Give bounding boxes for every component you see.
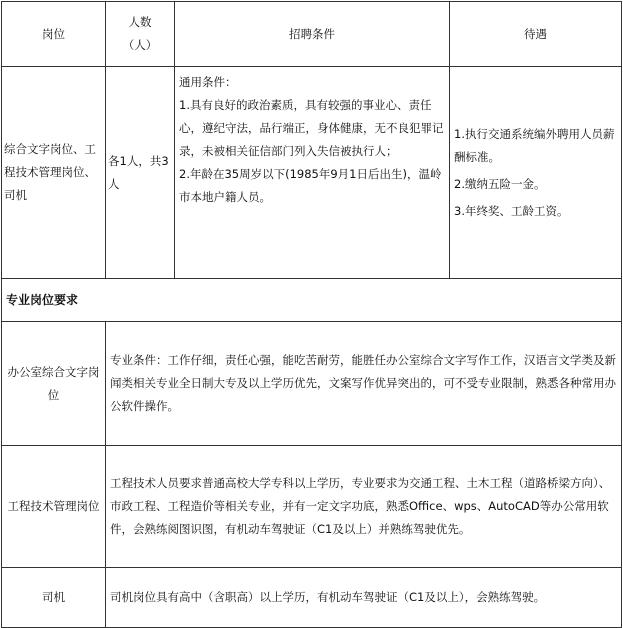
main-conditions: [175, 67, 450, 279]
header-count-line1: 人数: [128, 15, 152, 29]
condition-line: 1.具有良好的政治素质，具有较强的事业心、责任心，遵纪守法，品行端正，身体健康，无不良犯罪记录，未被相关征信部门列入失信被执行人；: [179, 98, 444, 158]
main-benefits: [450, 67, 622, 279]
header-row: [2, 2, 622, 67]
section-row: [2, 279, 622, 322]
requirement-position: 工程技术管理岗位: [2, 446, 106, 568]
requirement-position: 办公室综合文字岗位: [2, 322, 106, 446]
header-count-line2: （人）: [122, 38, 158, 52]
benefit-line: 2.缴纳五险一金。: [454, 176, 546, 191]
requirement-row: [2, 322, 622, 446]
recruitment-table: [1, 1, 622, 628]
requirement-position: 司机: [2, 568, 106, 628]
requirement-text: 司机岗位具有高中（含职高）以上学历，有机动车驾驶证（C1及以上），会熟练驾驶。: [106, 568, 622, 628]
section-title: 专业岗位要求: [2, 279, 622, 322]
requirement-row: [2, 446, 622, 568]
header-conditions: 招聘条件: [175, 2, 450, 67]
benefit-line: 1.执行交通系统编外聘用人员薪酬标准。: [454, 126, 615, 164]
benefit-line: 3.年终奖、工龄工资。: [454, 203, 569, 218]
condition-line: 2.年龄在35周岁以下(1985年9月1日后出生)，温岭市本地户籍人员。: [179, 167, 442, 204]
header-count: [106, 2, 175, 67]
main-positions: 综合文字岗位、工程技术管理岗位、司机: [2, 67, 106, 279]
requirement-text: 工程技术人员要求普通高校大学专科以上学历，专业要求为交通工程、土木工程（道路桥梁方向）、市政工程、工程造价等相关专业，并有一定文字功底，熟悉Office、wps、AutoCAD等办公常用软件，会熟练阅图识图，有机动车驾驶证（C1及以上）并熟练驾驶优先。: [106, 446, 622, 568]
main-row: [2, 67, 622, 279]
condition-line: 通用条件：: [179, 75, 237, 89]
requirement-row: [2, 568, 622, 628]
requirement-text: 专业条件：工作仔细，责任心强，能吃苦耐劳，能胜任办公室综合文字写作工作，汉语言文学类及新闻类相关专业全日制大专及以上学历优先，文案写作优异突出的，可不受专业限制，熟悉各种常用办公软件操作。: [106, 322, 622, 446]
header-benefits: 待遇: [450, 2, 622, 67]
main-count: 各1人，共3人: [106, 67, 175, 279]
header-position: 岗位: [2, 2, 106, 67]
